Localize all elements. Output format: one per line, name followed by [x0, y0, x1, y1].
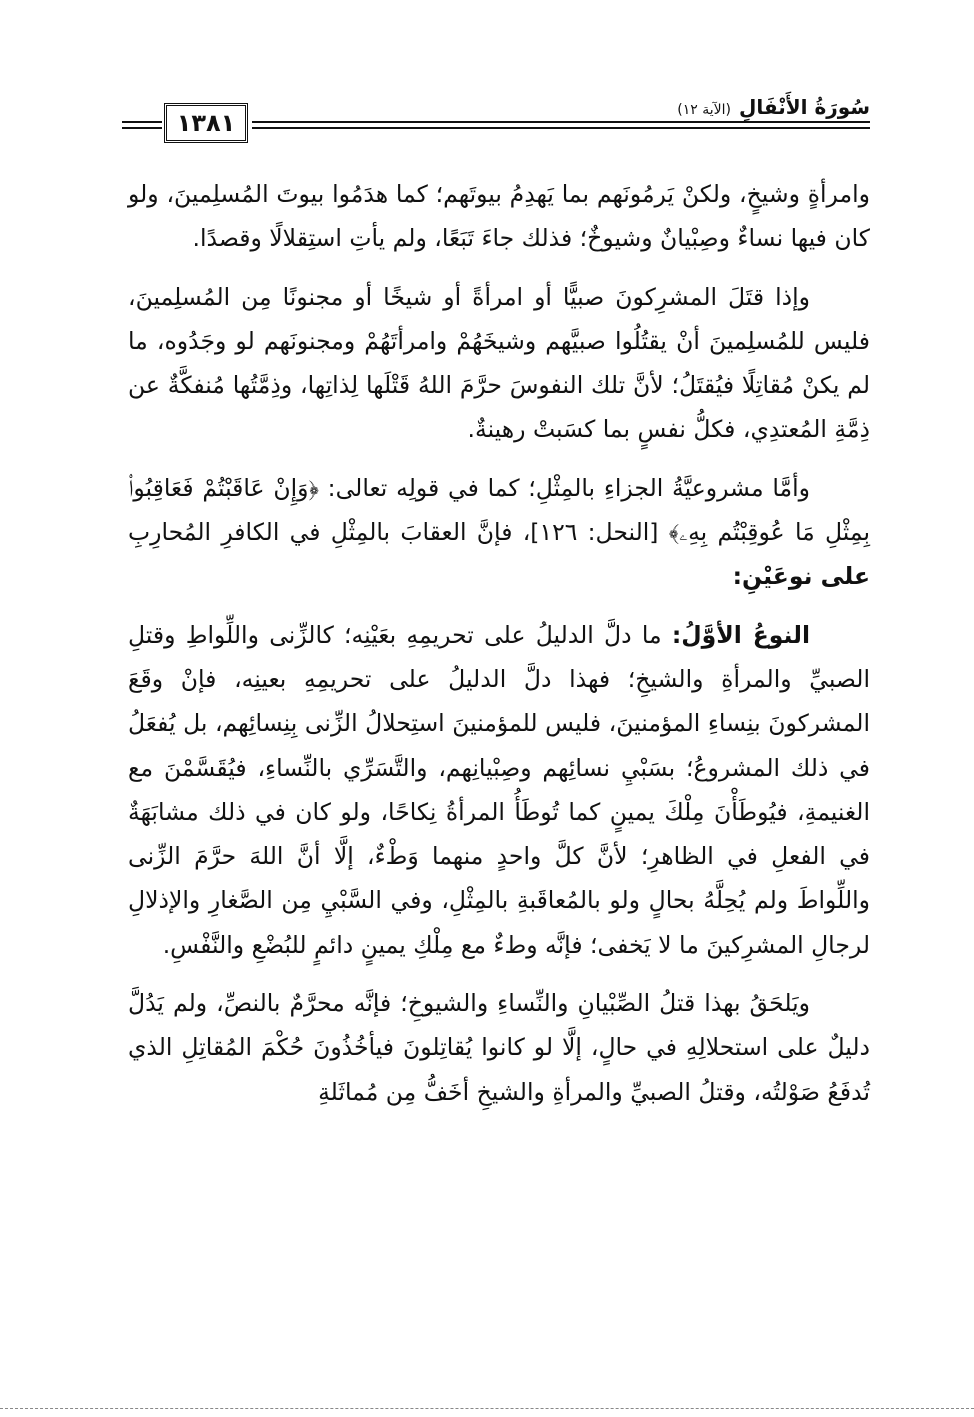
footer-divider — [0, 1408, 974, 1409]
section-heading: النوعُ الأوَّلُ: — [671, 620, 810, 649]
header-rule — [122, 127, 162, 129]
header-rule — [122, 121, 162, 123]
header-title — [677, 95, 870, 117]
paragraph-text: وامرأةٍ وشيخٍ، ولكنْ يَرمُونَهم بما يَهدِمُ بيوتَهم؛ كما هدَمُوا بيوتَ المُسلِمينَ، ولو كان فيها نساءٌ وصِبْيانٌ وشيوخٌ؛ فذلك جاءَ تَبَعًا، ولم يأتِ استِقلالًا وقصدًا. — [128, 180, 870, 253]
body-text — [128, 172, 870, 1114]
paragraph-5 — [128, 981, 870, 1114]
paragraph-text: ويَلحَقُ بهذا قتلُ الصِّبْيانِ والنِّساءِ والشيوخِ؛ فإنَّه محرَّمٌ بالنصِّ، ولم يَدُلَّ دليلٌ على استحلالِهِ في حالٍ، إلَّا لو كانوا يُقاتِلونَ فيأخُذُونَ حُكْمَ المُقاتِلِ الذي تُدفَعُ صَوْلتُه، وقتلُ الصبيِّ والمرأةِ والشيخِ أخَفُّ مِن مُماثَلةِ — [128, 989, 870, 1106]
surah-title: سُورَةُ الأَنْفَالِ — [738, 95, 870, 119]
paragraph-3 — [128, 466, 870, 599]
paragraph-1 — [128, 172, 870, 261]
ayah-reference: (الآية ١٢) — [677, 102, 731, 118]
header-rule — [252, 127, 870, 129]
header-rule — [252, 121, 870, 123]
paragraph-2 — [128, 275, 870, 452]
paragraph-bold-tail: على نوعَيْنِ: — [732, 562, 870, 591]
paragraph-4 — [128, 613, 870, 967]
page-header — [122, 95, 870, 155]
page-number: ١٣٨١ — [164, 103, 248, 143]
paragraph-text: وإذا قتَلَ المشرِكونَ صبيًّا أو امرأةً أو شيخًا أو مجنونًا مِن المُسلِمينَ، فليس للمُسلِمينَ أنْ يقتُلُوا صبيَّهم وشيخَهُمْ وامرأتَهُمْ ومجنونَهم لو وجَدُوه، ما لم يكنْ مُقاتِلًا فيُقتَلُ؛ لأنَّ تلك النفوسَ حرَّمَ اللهُ قَتْلَها لِذاتِها، وذِمَّتُها مُنفكَّةٌ عن ذِمَّةِ المُعتدِي، فكلُّ نفسٍ بما كسَبتْ رهينةٌ. — [128, 282, 870, 444]
paragraph-text: ما دلَّ الدليلُ على تحريمِهِ بعَيْنِه؛ كالزِّنى واللِّواطِ وقتلِ الصبيِّ والمرأةِ والشيخِ؛ فهذا دلَّ الدليلُ على تحريمِهِ بعينِه، فإنْ وقَعَ المشركونَ بنِساءِ المؤمنينَ، فليس للمؤمنينَ استِحلالُ الزِّنى بِنِسائِهم، بل يُفعَلُ في ذلك المشروعُ؛ بسَبْيِ نسائِهم وصِبْيانِهم، والتَّسَرِّي بالنِّساءِ، فيُقَسَّمْنَ مع الغنيمةِ، فيُوطَأْنَ مِلْكَ يمينٍ كما تُوطَأُ المرأةُ نِكاحًا، ولو كان في ذلك مشابَهَةٌ في الفعلِ في الظاهرِ؛ لأنَّ كلَّ واحدٍ منهما وَطْءٌ، إلَّا أنَّ اللهَ حرَّمَ الزِّنى واللِّواطَ ولم يُحِلَّهُ بحالٍ ولو بالمُعاقَبةِ بالمِثْلِ، وفي السَّبْيِ مِن الصَّغارِ والإذلالِ لرجالِ المشرِكينَ ما لا يَخفى؛ فإنَّه وطءٌ مع مِلْكِ يمينٍ دائمٍ للبُضْعِ والنَّفْسِ. — [128, 620, 870, 959]
paragraph-text: وأمَّا مشروعيَّةُ الجزاءِ بالمِثْلِ؛ كما في قولِه تعالى: ﴿وَإِنْ عَاقَبْتُمْ فَعَاقِبُوا۟ بِمِثْلِ مَا عُوقِبْتُم بِهِۦ﴾ [النحل: ١٢٦]، فإنَّ العقابَ بالمِثْلِ في الكافرِ المُحارِبِ — [128, 473, 870, 547]
